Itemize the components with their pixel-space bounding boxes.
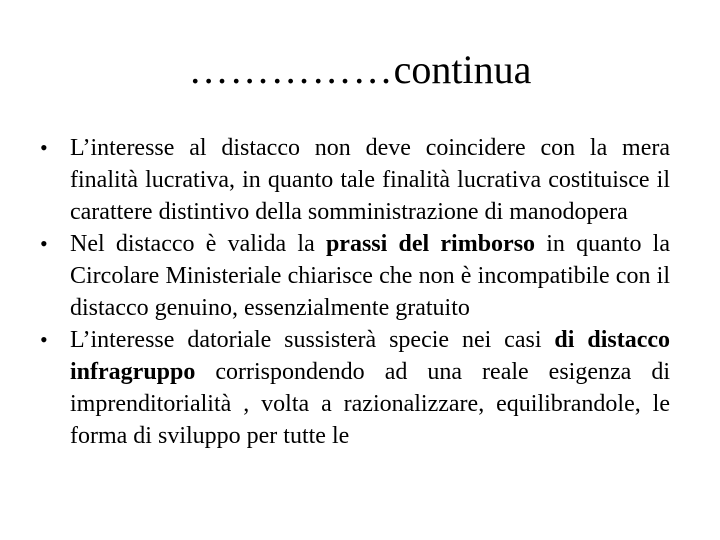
bullet-item-1 xyxy=(0,132,720,228)
bullet-bold-text: prassi del rimborso xyxy=(325,231,536,257)
title-ellipsis: …………… xyxy=(188,47,394,92)
bullet-marker: • xyxy=(40,231,48,256)
bullet-marker: • xyxy=(40,327,48,352)
bullet-item-2 xyxy=(0,228,720,324)
bullet-bold-text: di distacco infragruppo xyxy=(70,327,670,385)
slide-title xyxy=(0,40,720,100)
bullet-list xyxy=(0,132,720,452)
bullet-item-3 xyxy=(0,324,720,452)
bullet-text: L’interesse datoriale sussisterà specie nei casi xyxy=(70,327,555,353)
bullet-text: L’interesse al distacco non deve coincidere con la mera finalità lucrativa, in quanto tale finalità lucrativa costituisce il carattere distintivo della somministrazione di manodopera xyxy=(70,135,670,225)
bullet-marker: • xyxy=(40,135,48,160)
bullet-text: Nel distacco è valida la xyxy=(70,231,326,257)
title-text: continua xyxy=(393,47,532,92)
bullet-text: corrispondendo ad una reale esigenza di imprenditorialità , volta a razionalizzare, equilibrandole, le forma di sviluppo per tutte le xyxy=(70,359,670,449)
bullet-text: in quanto la Circolare Ministeriale chiarisce che non è incompatibile con il distacco genuino, essenzialmente gratuito xyxy=(70,231,670,321)
